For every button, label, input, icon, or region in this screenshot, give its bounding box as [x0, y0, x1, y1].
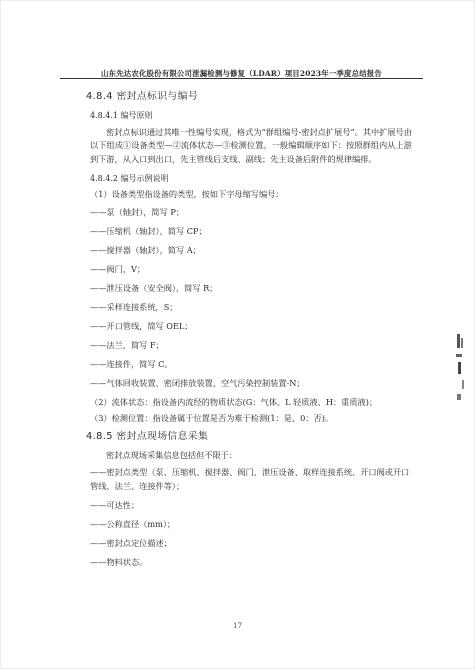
list-item: ——开口管线，简写 OEL； — [90, 320, 193, 331]
list-item: ——密封点类型（泵、压缩机、搅拌器、阀门、泄压设备、取样连接系统、开口阀或开口管线、法兰、连接件等）； — [90, 467, 410, 491]
document-body — [86, 90, 412, 575]
list-item: ——阀门，V； — [90, 263, 146, 274]
list-item: ——密封点定位描述； — [90, 537, 172, 548]
list-item: ——公称直径（mm）； — [90, 518, 176, 529]
list-item: ——泄压设备（安全阀），简写 R； — [90, 282, 218, 293]
list-item: ——泵（轴封），简写 P； — [90, 206, 185, 217]
list-item: ——采样连接系统，S； — [90, 301, 178, 312]
scan-edge-artifact — [452, 330, 470, 420]
detection-position-item: （3）检测位置：指设备属于位置是否为难于检测(1：是、0：否)。 — [90, 413, 334, 424]
list-item: ——搅拌器（轴封），简写 A； — [90, 244, 201, 255]
list-item: ——法兰，简写 F； — [90, 339, 164, 350]
header-rule — [60, 78, 423, 79]
section-heading-485: 4.8.5 密封点现场信息采集 — [86, 430, 209, 442]
list-item: ——物料状态。 — [90, 556, 148, 567]
section-heading-484: 4.8.4 密封点标识与编号 — [86, 91, 199, 102]
field-info-list — [90, 466, 412, 569]
list-item: ——气体回收装置、密闭排放装置、空气污染控制装置-N； — [90, 377, 305, 388]
numbering-principle-paragraph: 密封点标识通过其唯一性编号实现，格式为“群组编号-密封点扩展号”。其中扩展号由以下组成①设备类型—②流体状态—③检测位置。一般编辑顺序如下：按照群组内从上游到下游，从入口到出口，先主管线后支线、副线；先主设备后附件的规律编排。 — [90, 126, 412, 164]
list-item: ——可达性； — [90, 499, 140, 510]
subsection-heading-4841: 4.8.4.1 编号原则 — [90, 111, 153, 121]
device-type-intro: （1）设备类型指设备的类型，按如下字母缩写编号： — [90, 189, 284, 200]
list-item: ——连接件，简写 C。 — [90, 358, 173, 369]
list-item: ——压缩机（轴封），简写 CP； — [90, 225, 207, 236]
report-header: 山东先达农化股份有限公司泄漏检测与修复（LDAR）项目2023年一季度总结报告 — [101, 69, 382, 78]
device-type-list — [90, 206, 412, 390]
page-number: 17 — [233, 622, 242, 630]
field-info-intro: 密封点现场采集信息包括但不限于： — [106, 450, 238, 461]
fluid-state-item: （2）流体状态：指设备内流经的物质状态(G：气体、L 轻质液、H：重质液)； — [90, 396, 378, 407]
subsection-heading-4842: 4.8.4.2 编号示例说明 — [90, 174, 169, 184]
